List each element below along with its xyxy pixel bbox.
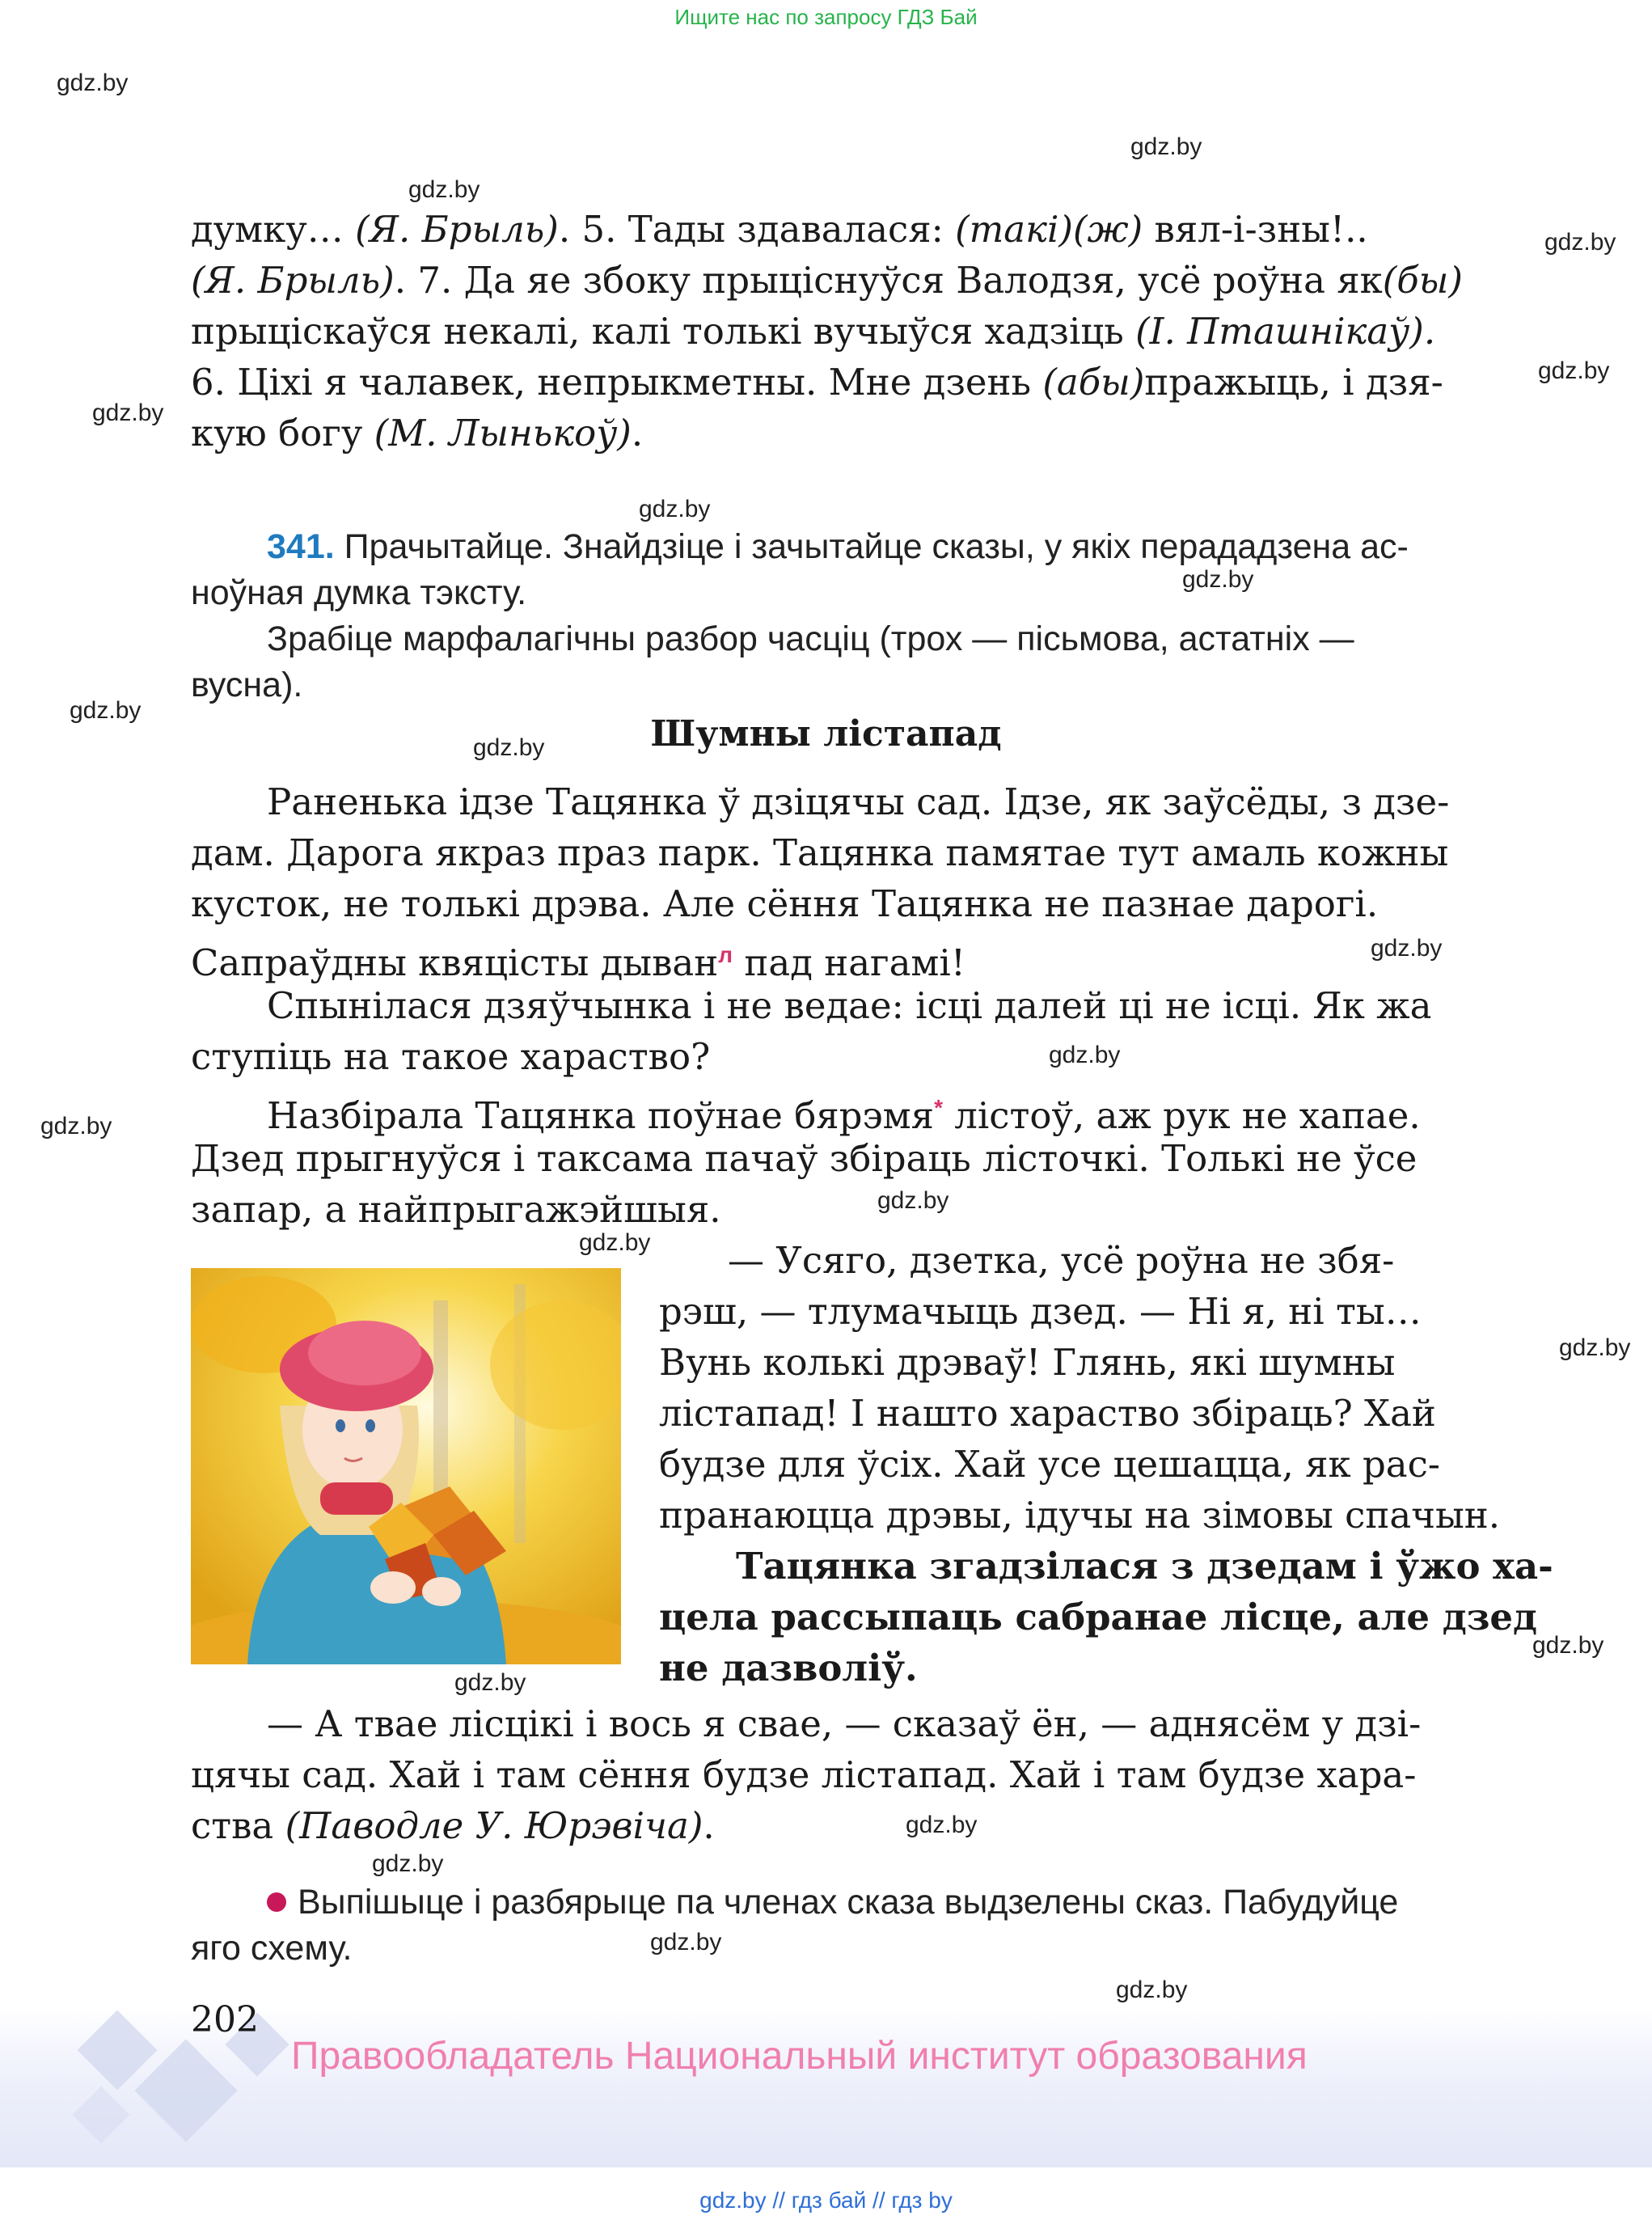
top-banner[interactable]: Ищите нас по запросу ГДЗ Бай [674,5,978,29]
watermark: gdz.by [877,1187,949,1214]
story-line: будзе для ўсіх. Хай усе цешацца, як рас- [659,1443,1440,1486]
story-line: — А твае лісцікі і вось я свае, — сказаў ён, — аднясём у дзі- [267,1702,1422,1745]
assignment-line: Выпішыце і разбярыце па членах сказа выдзелены сказ. Пабудуйце [267,1879,1593,1926]
story-line: Спынілася дзяўчынка і не ведае: ісці далей ці не ісці. Як жа [267,984,1432,1027]
story-line: кусток, не толькі дрэва. Але сёння Тацянка не пазнае дарогі. [191,882,1379,925]
story-line: запар, а найпрыгажэйшыя. [191,1188,721,1231]
glossary-marker: л [718,942,733,967]
watermark: gdz.by [1371,935,1443,962]
glossary-marker: * [934,1095,943,1120]
watermark: gdz.by [1130,133,1202,160]
story-line: пранаюцца дрэвы, ідучы на зімовы спачын. [659,1494,1501,1537]
watermark: gdz.by [40,1113,112,1139]
watermark: gdz.by [1532,1632,1604,1659]
prev-text-line: 6. Ціхі я чалавек, непрыкметны. Мне дзень (абы)пражыць, і дзя- [191,361,1443,404]
story-line: ства (Паводле У. Юрэвіча). [191,1804,715,1847]
watermark: gdz.by [1538,357,1610,384]
story-line: Дзед прыгнуўся і таксама пачаў збіраць лісточкі. Толькі не ўсе [191,1137,1418,1180]
watermark: gdz.by [473,734,545,761]
assignment-line: яго схему. [191,1929,353,1968]
story-line: Раненька ідзе Тацянка ў дзіцячы сад. Ідзе, як заўсёды, з дзе- [267,780,1450,823]
story-line: Вунь колькі дрэваў! Глянь, які шумны [659,1341,1396,1384]
prev-text-line: кую богу (М. Лынькоў). [191,412,644,455]
watermark: gdz.by [57,70,129,96]
prev-text-line: прыціскаўся некалі, калі толькі вучыўся хадзіць (І. Пташнікаў). [191,310,1436,353]
story-line: дам. Дарога якраз праз парк. Тацянка памятае тут амаль кожны [191,831,1449,874]
story-line: Сапраўдны квяцісты дыван$^л$ пад нагамі! [191,941,965,984]
watermark: gdz.by [639,496,711,522]
watermark: gdz.by [454,1669,526,1696]
watermark: gdz.by [1049,1042,1121,1068]
watermark: gdz.by [408,176,480,203]
story-line: ступіць на такое хараство? [191,1035,711,1078]
story-line: Назбірала Тацянка поўнае бярэмя* лістоў, аж рук не хапае. [267,1094,1421,1137]
highlighted-sentence: не дазволіў. [659,1647,918,1689]
autumn-girl-picture [191,1268,621,1664]
highlighted-sentence: цела рассыпаць сабранае лісце, але дзед [659,1596,1538,1638]
task-instruction: вусна). [191,666,303,704]
bullet-icon [267,1892,286,1912]
watermark: gdz.by [650,1929,722,1956]
copyright-notice: Правообладатель Национальный институт образования [291,2035,1308,2078]
story-line: цячы сад. Хай і там сёння будзе лістапад. Хай і там будзе хара- [191,1753,1417,1796]
watermark: gdz.by [579,1229,651,1256]
prev-text-line: (Я. Брыль). 7. Да яе збоку прыціснуўся Валодзя, усё роўна як(бы) [191,259,1463,302]
watermark: gdz.by [70,697,142,724]
illustration-girl-autumn [191,1268,621,1664]
bottom-links[interactable]: gdz.by // гдз бай // гдз by [699,2188,953,2213]
story-line: рэш, — тлумачыць дзед. — Ні я, ні ты… [659,1290,1422,1333]
watermark: gdz.by [1544,229,1616,256]
story-line: — Усяго, дзетка, усё роўна не збя- [728,1239,1395,1282]
watermark: gdz.by [1559,1334,1631,1361]
task-number: 341. [267,527,335,566]
prev-text-line: думку… (Я. Брыль). 5. Тады здавалася: (такі)(ж) вял-і-зны!.. [191,208,1368,251]
watermark: gdz.by [1182,566,1254,593]
watermark: gdz.by [1116,1977,1188,2003]
task-instruction: ноўная думка тэксту. [191,573,527,612]
task-instruction: 341. Прачытайце. Знайдзіце і зачытайце сказы, у якіх перададзена ас- [267,527,1409,566]
watermark: gdz.by [906,1812,978,1838]
highlighted-sentence: Тацянка згадзілася з дзедам і ўжо ха- [736,1545,1553,1588]
task-instruction: Зрабіце марфалагічны разбор часціц (трох — пісьмова, астатніх — [267,619,1354,658]
page-number: 202 [191,1999,259,2040]
story-line: лістапад! І нашто хараство збіраць? Хай [659,1392,1436,1435]
watermark: gdz.by [92,400,164,426]
story-citation: (Паводле У. Юрэвіча) [285,1804,703,1847]
story-title: Шумны лістапад [650,713,1002,755]
watermark: gdz.by [372,1850,444,1877]
